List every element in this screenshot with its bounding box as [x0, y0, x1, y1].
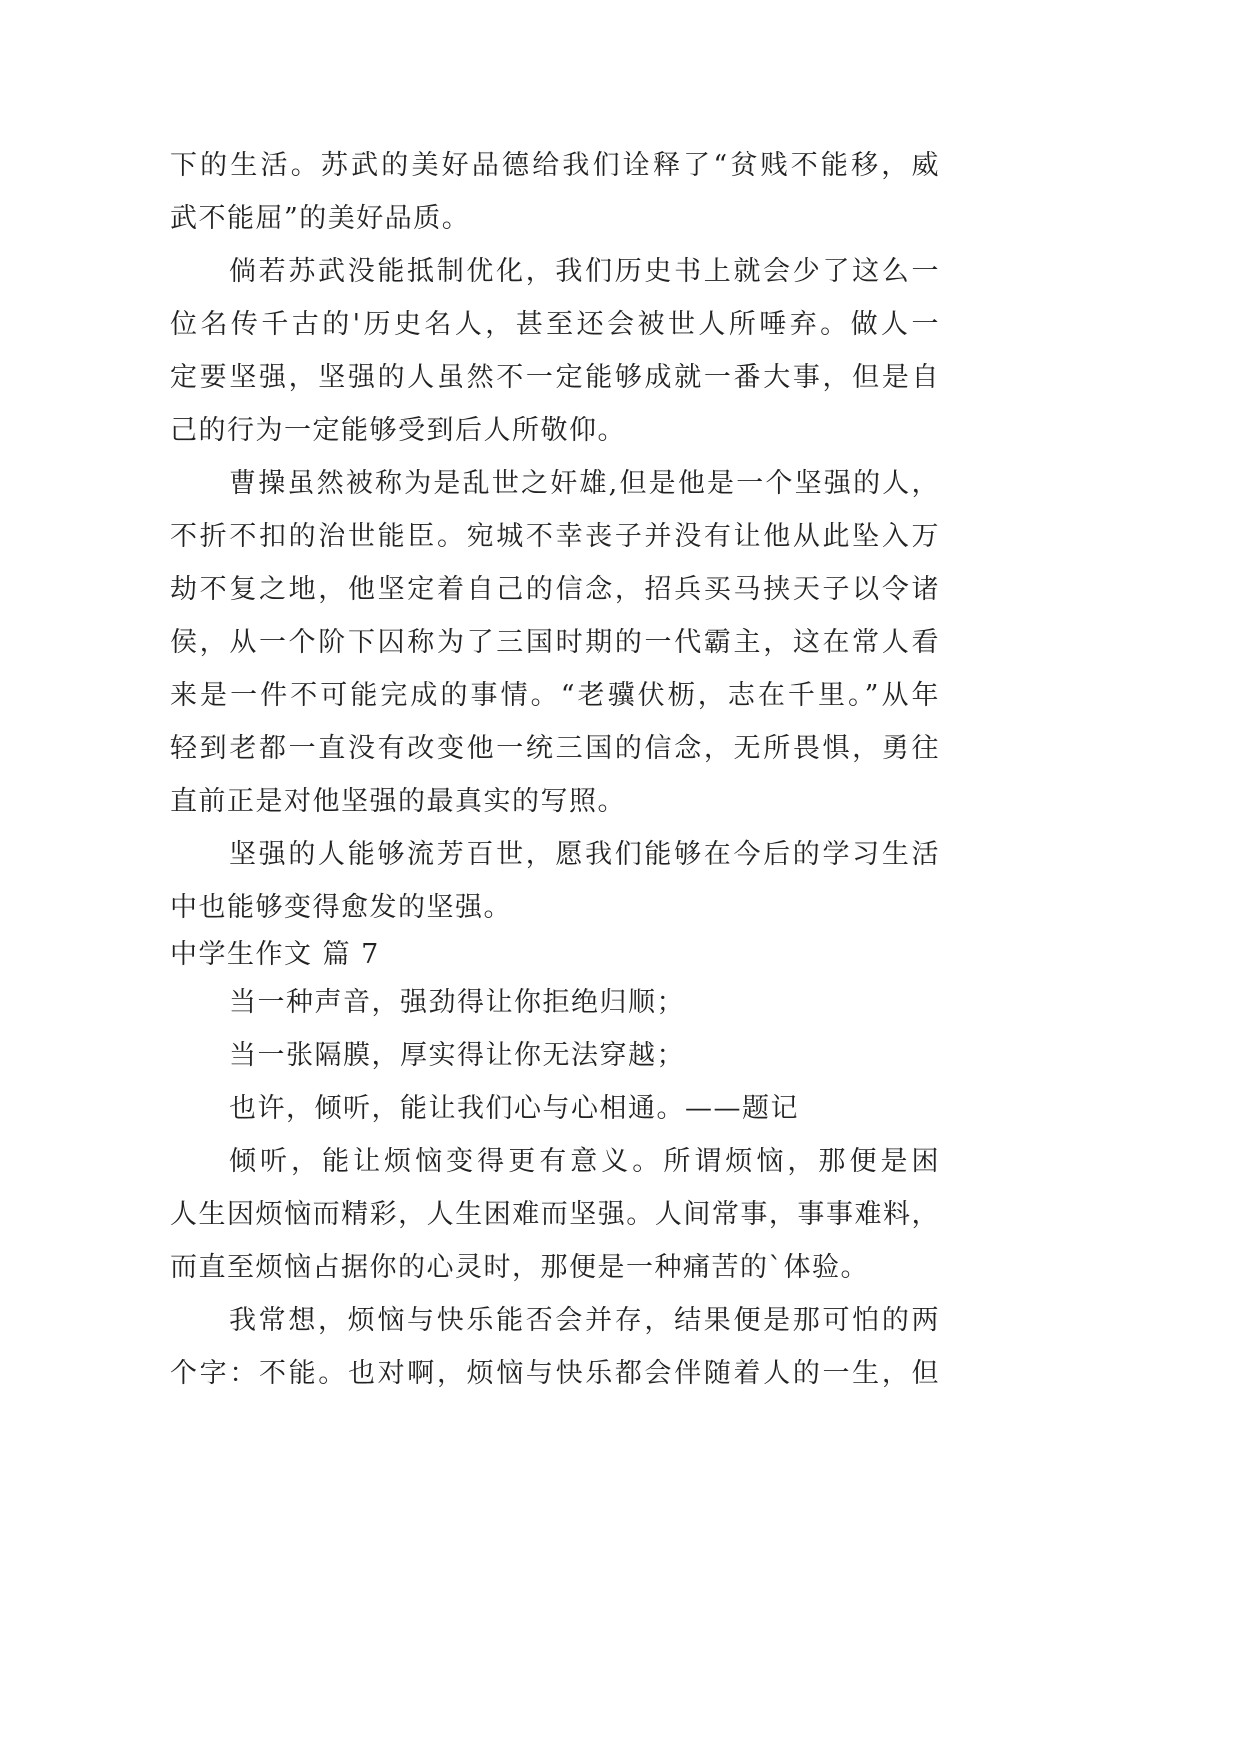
text-line: 己的行为一定能够受到后人所敬仰。: [170, 415, 626, 446]
text-line: 不折不扣的治世能臣。宛城不幸丧子并没有让他从此坠入万: [170, 521, 940, 552]
paragraph: [170, 976, 940, 1029]
paragraph: [170, 1082, 940, 1135]
text-line: 劫不复之地，他坚定着自己的信念，招兵买马挟天子以令诸: [170, 574, 940, 605]
text-line: 倾听，能让烦恼变得更有意义。所谓烦恼，那便是困: [229, 1146, 940, 1177]
paragraph: [170, 828, 940, 934]
paragraph: [170, 1294, 940, 1400]
paragraph: [170, 1029, 940, 1082]
text-line: 而直至烦恼占据你的心灵时，那便是一种痛苦的`体验。: [170, 1252, 869, 1283]
text-line: 来是一件不可能完成的事情。“老骥伏枥，志在千里。”从年: [170, 680, 940, 711]
text-line: 直前正是对他坚强的最真实的写照。: [170, 786, 626, 817]
text-line: 个字：不能。也对啊，烦恼与快乐都会伴随着人的一生，但: [170, 1358, 940, 1389]
text-line: 也许，倾听，能让我们心与心相通。——题记: [229, 1093, 799, 1124]
paragraph: [170, 457, 940, 828]
body-text: [170, 139, 940, 1400]
text-line: 下的生活。苏武的美好品德给我们诠释了“贫贱不能移，威: [170, 150, 940, 181]
text-line: 定要坚强，坚强的人虽然不一定能够成就一番大事，但是自: [170, 362, 940, 393]
paragraph: [170, 139, 940, 245]
text-line: 倘若苏武没能抵制优化，我们历史书上就会少了这么一: [229, 256, 940, 287]
section-heading: 中学生作文 篇 7: [170, 939, 380, 970]
text-line: 人生因烦恼而精彩，人生困难而坚强。人间常事，事事难料，: [170, 1199, 940, 1230]
text-line: 坚强的人能够流芳百世，愿我们能够在今后的学习生活: [229, 839, 940, 870]
text-line: 侯，从一个阶下囚称为了三国时期的一代霸主，这在常人看: [170, 627, 940, 658]
text-line: 曹操虽然被称为是乱世之奸雄,但是他是一个坚强的人，: [229, 468, 940, 499]
text-line: 当一张隔膜，厚实得让你无法穿越；: [229, 1040, 685, 1071]
text-line: 中也能够变得愈发的坚强。: [170, 892, 512, 923]
text-line: 轻到老都一直没有改变他一统三国的信念，无所畏惧，勇往: [170, 733, 940, 764]
text-line: 位名传千古的'历史名人，甚至还会被世人所唾弃。做人一: [170, 309, 940, 340]
text-line: 武不能屈”的美好品质。: [170, 203, 471, 234]
text-line: 我常想，烦恼与快乐能否会并存，结果便是那可怕的两: [229, 1305, 940, 1336]
paragraph: [170, 1135, 940, 1294]
paragraph: [170, 245, 940, 457]
text-line: 当一种声音，强劲得让你拒绝归顺；: [229, 987, 685, 1018]
